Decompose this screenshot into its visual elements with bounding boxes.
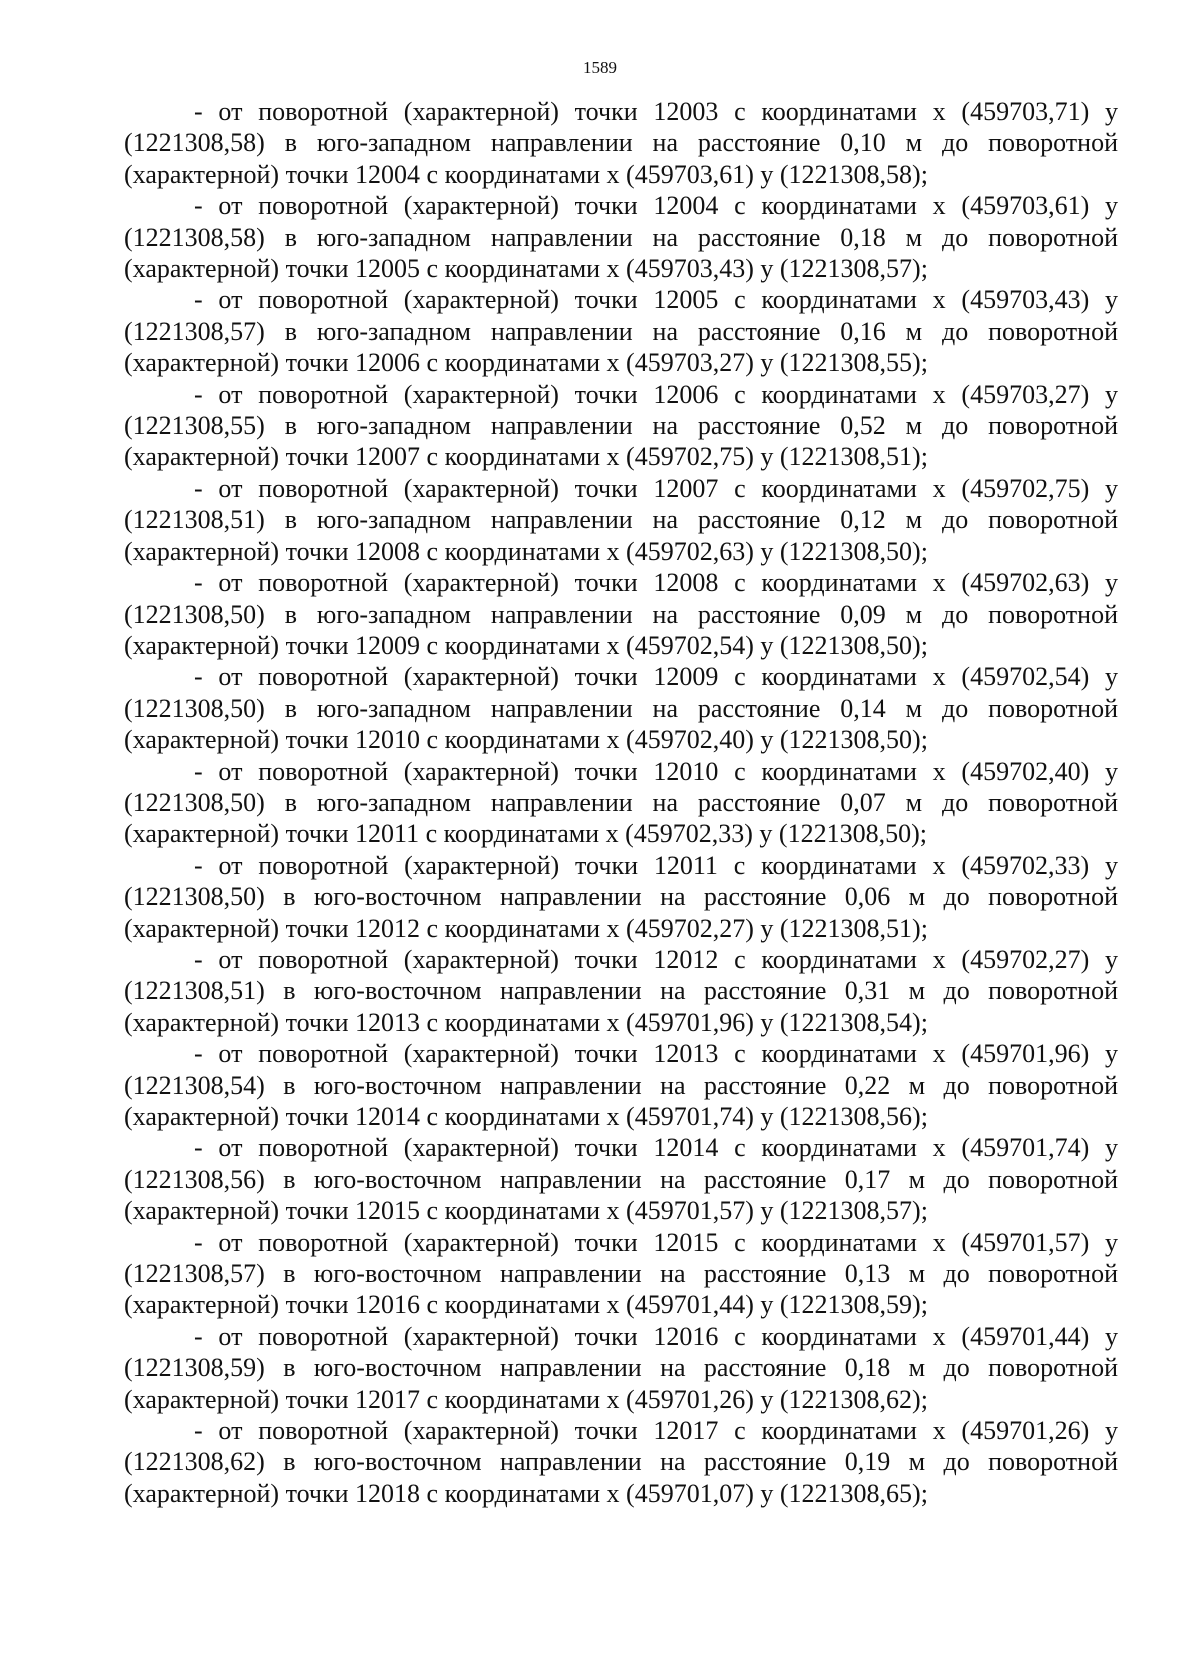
paragraph: - от поворотной (характерной) точки 12004 с координатами х (459703,61) у (1221308,58) в юго-западном направлении на расстояние 0,18 м до поворотной (характерной) точки 12005 с координатами х (459703,43) у (1221308,57);: [124, 191, 1118, 284]
paragraph: - от поворотной (характерной) точки 12014 с координатами х (459701,74) у (1221308,56) в юго-восточном направлении на расстояние 0,17 м до поворотной (характерной) точки 12015 с координатами х (459701,57) у (1221308,57);: [124, 1133, 1118, 1226]
page-number: 1589: [583, 58, 617, 77]
paragraph: - от поворотной (характерной) точки 12011 с координатами х (459702,33) у (1221308,50) в юго-восточном направлении на расстояние 0,06 м до поворотной (характерной) точки 12012 с координатами х (459702,27) у (1221308,51);: [124, 850, 1118, 943]
paragraph: - от поворотной (характерной) точки 12013 с координатами х (459701,96) у (1221308,54) в юго-восточном направлении на расстояние 0,22 м до поворотной (характерной) точки 12014 с координатами х (459701,74) у (1221308,56);: [124, 1039, 1118, 1131]
paragraph: - от поворотной (характерной) точки 12016 с координатами х (459701,44) у (1221308,59) в юго-восточном направлении на расстояние 0,18 м до поворотной (характерной) точки 12017 с координатами х (459701,26) у (1221308,62);: [124, 1321, 1118, 1414]
paragraph: - от поворотной (характерной) точки 12015 с координатами х (459701,57) у (1221308,57) в юго-восточном направлении на расстояние 0,13 м до поворотной (характерной) точки 12016 с координатами х (459701,44) у (1221308,59);: [124, 1227, 1118, 1320]
paragraph: - от поворотной (характерной) точки 12003 с координатами х (459703,71) у (1221308,58) в юго-западном направлении на расстояние 0,10 м до поворотной (характерной) точки 12004 с координатами х (459703,61) у (1221308,58);: [124, 97, 1118, 189]
paragraph: - от поворотной (характерной) точки 12007 с координатами х (459702,75) у (1221308,51) в юго-западном направлении на расстояние 0,12 м до поворотной (характерной) точки 12008 с координатами х (459702,63) у (1221308,50);: [124, 473, 1118, 566]
paragraph: - от поворотной (характерной) точки 12010 с координатами х (459702,40) у (1221308,50) в юго-западном направлении на расстояние 0,07 м до поворотной (характерной) точки 12011 с координатами х (459702,33) у (1221308,50);: [124, 756, 1118, 849]
paragraph: - от поворотной (характерной) точки 12005 с координатами х (459703,43) у (1221308,57) в юго-западном направлении на расстояние 0,16 м до поворотной (характерной) точки 12006 с координатами х (459703,27) у (1221308,55);: [124, 285, 1118, 378]
paragraph: - от поворотной (характерной) точки 12009 с координатами х (459702,54) у (1221308,50) в юго-западном направлении на расстояние 0,14 м до поворотной (характерной) точки 12010 с координатами х (459702,40) у (1221308,50);: [124, 662, 1118, 755]
paragraph: - от поворотной (характерной) точки 12006 с координатами х (459703,27) у (1221308,55) в юго-западном направлении на расстояние 0,52 м до поворотной (характерной) точки 12007 с координатами х (459702,75) у (1221308,51);: [124, 379, 1118, 472]
paragraph: - от поворотной (характерной) точки 12017 с координатами х (459701,26) у (1221308,62) в юго-восточном направлении на расстояние 0,19 м до поворотной (характерной) точки 12018 с координатами х (459701,07) у (1221308,65);: [124, 1416, 1118, 1508]
document-body: [124, 96, 1118, 1509]
paragraph: - от поворотной (характерной) точки 12008 с координатами х (459702,63) у (1221308,50) в юго-западном направлении на расстояние 0,09 м до поворотной (характерной) точки 12009 с координатами х (459702,54) у (1221308,50);: [124, 568, 1118, 660]
paragraph: - от поворотной (характерной) точки 12012 с координатами х (459702,27) у (1221308,51) в юго-восточном направлении на расстояние 0,31 м до поворотной (характерной) точки 12013 с координатами х (459701,96) у (1221308,54);: [124, 944, 1118, 1037]
